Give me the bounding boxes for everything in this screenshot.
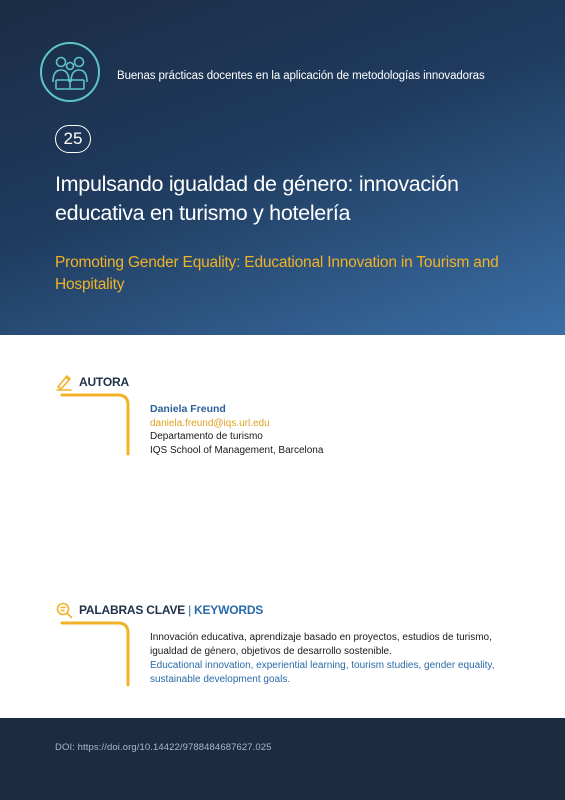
author-section-label: AUTORA (55, 373, 129, 391)
pen-writing-icon (55, 373, 73, 391)
title-english: Promoting Gender Equality: Educational Innovation in Tourism and Hospitality (55, 254, 499, 293)
author-email[interactable]: daniela.freund@iqs.url.edu (150, 417, 270, 429)
header-banner (0, 0, 565, 335)
author-department: Departamento de turismo (150, 431, 263, 442)
keywords-spanish: Innovación educativa, aprendizaje basado en proyectos, estudios de turismo, igualdad de género, objetivos de desarrollo sostenible. (150, 632, 492, 657)
author-name: Daniela Freund (150, 403, 226, 415)
title-spanish: Impulsando igualdad de género: innovación educativa en turismo y hotelería (55, 172, 459, 225)
author-institution: IQS School of Management, Barcelona (150, 444, 324, 456)
keyword-search-icon (55, 601, 73, 619)
chapter-number-badge: 25 (55, 125, 91, 153)
teachers-group-icon (48, 52, 92, 92)
doi-link[interactable]: DOI: https://doi.org/10.14422/9788484687627.025 (55, 742, 272, 753)
footer-banner (0, 718, 565, 800)
series-title: Buenas prácticas docentes en la aplicación de metodologías innovadoras (117, 70, 485, 82)
author-info (150, 403, 323, 457)
keywords-connector-line (60, 620, 140, 690)
keywords-section-label: PALABRAS CLAVE | KEYWORDS (55, 601, 263, 619)
keywords-info (150, 631, 520, 686)
series-logo (40, 42, 100, 102)
author-connector-line (60, 392, 140, 462)
keywords-english: Educational innovation, experiential learning, tourism studies, gender equality, sustainable development goals. (150, 660, 495, 685)
